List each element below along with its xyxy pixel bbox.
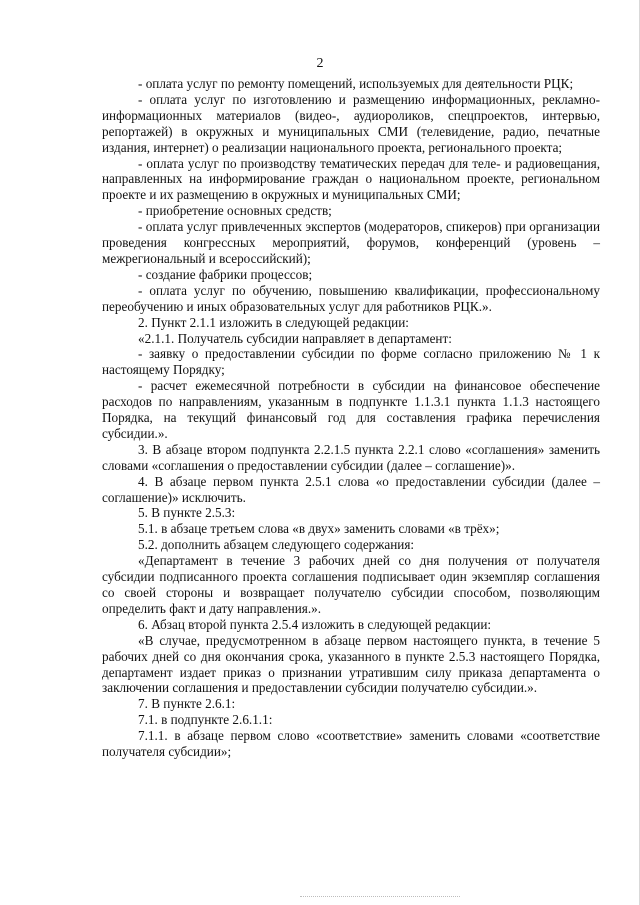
paragraph: 5.1. в абзаце третьем слова «в двух» заменить словами «в трёх»; xyxy=(138,521,500,537)
paragraph: «В случае, предусмотренном в абзаце первом настоящего пункта, в течение 5 рабочих дней со дня окончания срока, указанного в пункте 2.5.3 настоящего Порядка, департамент издает приказ о признании утратившим силу приказа департамента о заключении соглашения и предоставлении субсидии получателю субсидии.». xyxy=(102,632,600,696)
footer-scan-artifact xyxy=(300,896,460,900)
paragraph: 7. В пункте 2.6.1: xyxy=(138,696,236,712)
paragraph: - приобретение основных средств; xyxy=(138,203,332,219)
paragraph: 5. В пункте 2.5.3: xyxy=(138,505,236,521)
paragraph: 7.1. в подпункте 2.6.1.1: xyxy=(138,712,273,728)
paragraph: - оплата услуг по ремонту помещений, используемых для деятельности РЦК; xyxy=(138,76,574,91)
paragraph: 6. Абзац второй пункта 2.5.4 изложить в следующей редакции: xyxy=(138,616,492,632)
paragraph: 7.1.1. в абзаце первом слово «соответствие» заменить словами «соответствие получателя субсидии»; xyxy=(102,728,600,760)
paragraph: - оплата услуг по обучению, повышению квалификации, профессиональному переобучению и иных образовательных услуг для работников РЦК.». xyxy=(102,282,600,314)
paragraph: - оплата услуг по изготовлению и размещению информационных, рекламно-информационных материалов (видео-, аудиороликов, спецпроектов, интервью, репортажей) в окружных и муниципальных СМИ (телевидение, радио, печатные издания, интернет) о реализации национального проекта, регионального проекта; xyxy=(102,91,600,155)
paragraph: - оплата услуг по производству тематических передач для теле- и радиовещания, направленных на информирование граждан о национальном проекте, региональном проекте и их размещению в окружных и муниципальных СМИ; xyxy=(102,155,600,203)
paragraph: 3. В абзаце втором подпункта 2.2.1.5 пункта 2.2.1 слово «соглашения» заменить словами «соглашения о предоставлении субсидии (далее – соглашение)». xyxy=(102,441,600,473)
paragraph: - создание фабрики процессов; xyxy=(138,266,313,282)
paragraph: 5.2. дополнить абзацем следующего содержания: xyxy=(138,537,415,553)
paragraph: 4. В абзаце первом пункта 2.5.1 слова «о предоставлении субсидии (далее – соглашение)» исключить. xyxy=(102,473,600,505)
paragraph: 2. Пункт 2.1.1 изложить в следующей редакции: xyxy=(138,314,409,330)
paragraph: «Департамент в течение 3 рабочих дней со дня получения от получателя субсидии подписанного проекта соглашения подписывает один экземпляр соглашения со своей стороны и возвращает получателю субсидии способом, позволяющим определить факт и дату направления.». xyxy=(102,553,600,616)
paragraph: - оплата услуг привлеченных экспертов (модераторов, спикеров) при организации проведения конгрессных мероприятий, форумов, конференций (уровень – межрегиональный и всероссийский); xyxy=(102,219,600,266)
page-number: 2 xyxy=(316,56,324,71)
paragraph: - расчет ежемесячной потребности в субсидии на финансовое обеспечение расходов по направлениям, указанным в подпункте 1.1.3.1 пункта 1.1.3 настоящего Порядка, на текущий финансовый год для составления графика перечисления субсидии.». xyxy=(102,378,600,441)
paragraph: - заявку о предоставлении субсидии по форме согласно приложению № 1 к настоящему Порядку; xyxy=(102,346,600,378)
paragraph: «2.1.1. Получатель субсидии направляет в департамент: xyxy=(138,330,452,346)
document-body xyxy=(102,76,600,760)
